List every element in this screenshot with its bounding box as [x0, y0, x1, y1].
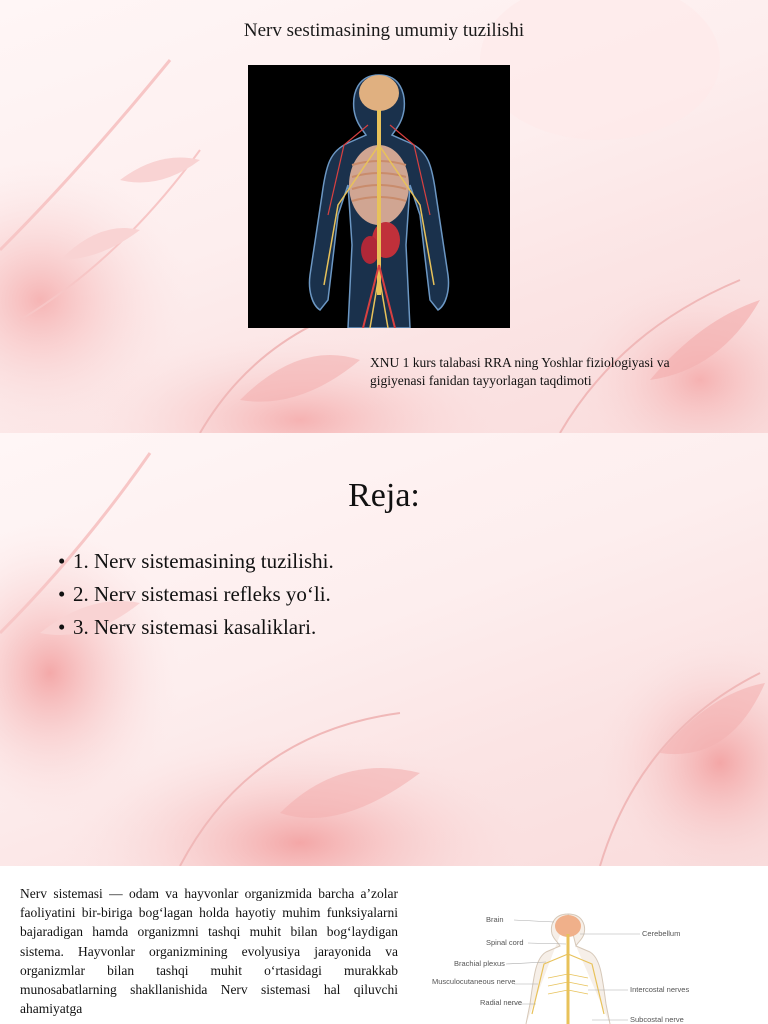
nervous-system-diagram [428, 904, 758, 1024]
slide-title: Nerv sestimasining umumiy tuzilishi [243, 20, 525, 41]
plan-slide [0, 433, 768, 866]
label-radial: Radial nerve [480, 998, 523, 1007]
bullet: • [58, 549, 66, 573]
presentation-caption: XNU 1 kurs talabasi RRA ning Yoshlar fiziologiyasi va gigiyenasi fanidan tayyorlagan taqdimoti [370, 355, 670, 388]
list-item [58, 578, 334, 611]
title-slide [0, 0, 768, 433]
label-cerebellum: Cerebellum [642, 929, 681, 938]
list-item [58, 545, 334, 578]
bullet: • [58, 615, 66, 639]
label-spinal-cord: Spinal cord [486, 938, 524, 947]
list-item-text: 1. Nerv sistemasining tuzilishi. [73, 549, 334, 573]
list-item-text: 2. Nerv sistemasi refleks yo‘li. [73, 582, 331, 606]
nervous-system-image [248, 65, 510, 328]
label-subcostal: Subcostal nerve [630, 1015, 684, 1024]
content-slide [0, 866, 768, 1024]
bullet: • [58, 582, 66, 606]
list-item-text: 3. Nerv sistemasi kasaliklari. [73, 615, 317, 639]
list-item [58, 611, 334, 644]
label-intercostal: Intercostal nerves [630, 985, 690, 994]
label-musculocutaneous: Musculocutaneous nerve [432, 977, 516, 986]
body-paragraph: Nerv sistemasi — odam va hayvonlar organizmida barcha a’zolar faoliyatini bir-biriga bog‘lagan holda hayotiy muhim funksiyalarni bajaradigan hamda organizmni tashqi muhit bilan bog‘laydigan sistema. Hayvonlar organizmining evolyusiya jarayonida va organizmlar bilan tashqi muhit o‘rtasidagi murakkab munosabatlarning shakllanishida Nerv sistemasi hal qiluvchi ahamiyatga [20, 886, 398, 1017]
label-brain: Brain [486, 915, 504, 924]
nervous-system-anatomy-icon [248, 65, 510, 328]
slide-title: Reja: [348, 477, 420, 514]
nervous-system-diagram-icon [428, 904, 758, 1024]
plan-list [58, 545, 334, 644]
label-brachial-plexus: Brachial plexus [454, 959, 505, 968]
